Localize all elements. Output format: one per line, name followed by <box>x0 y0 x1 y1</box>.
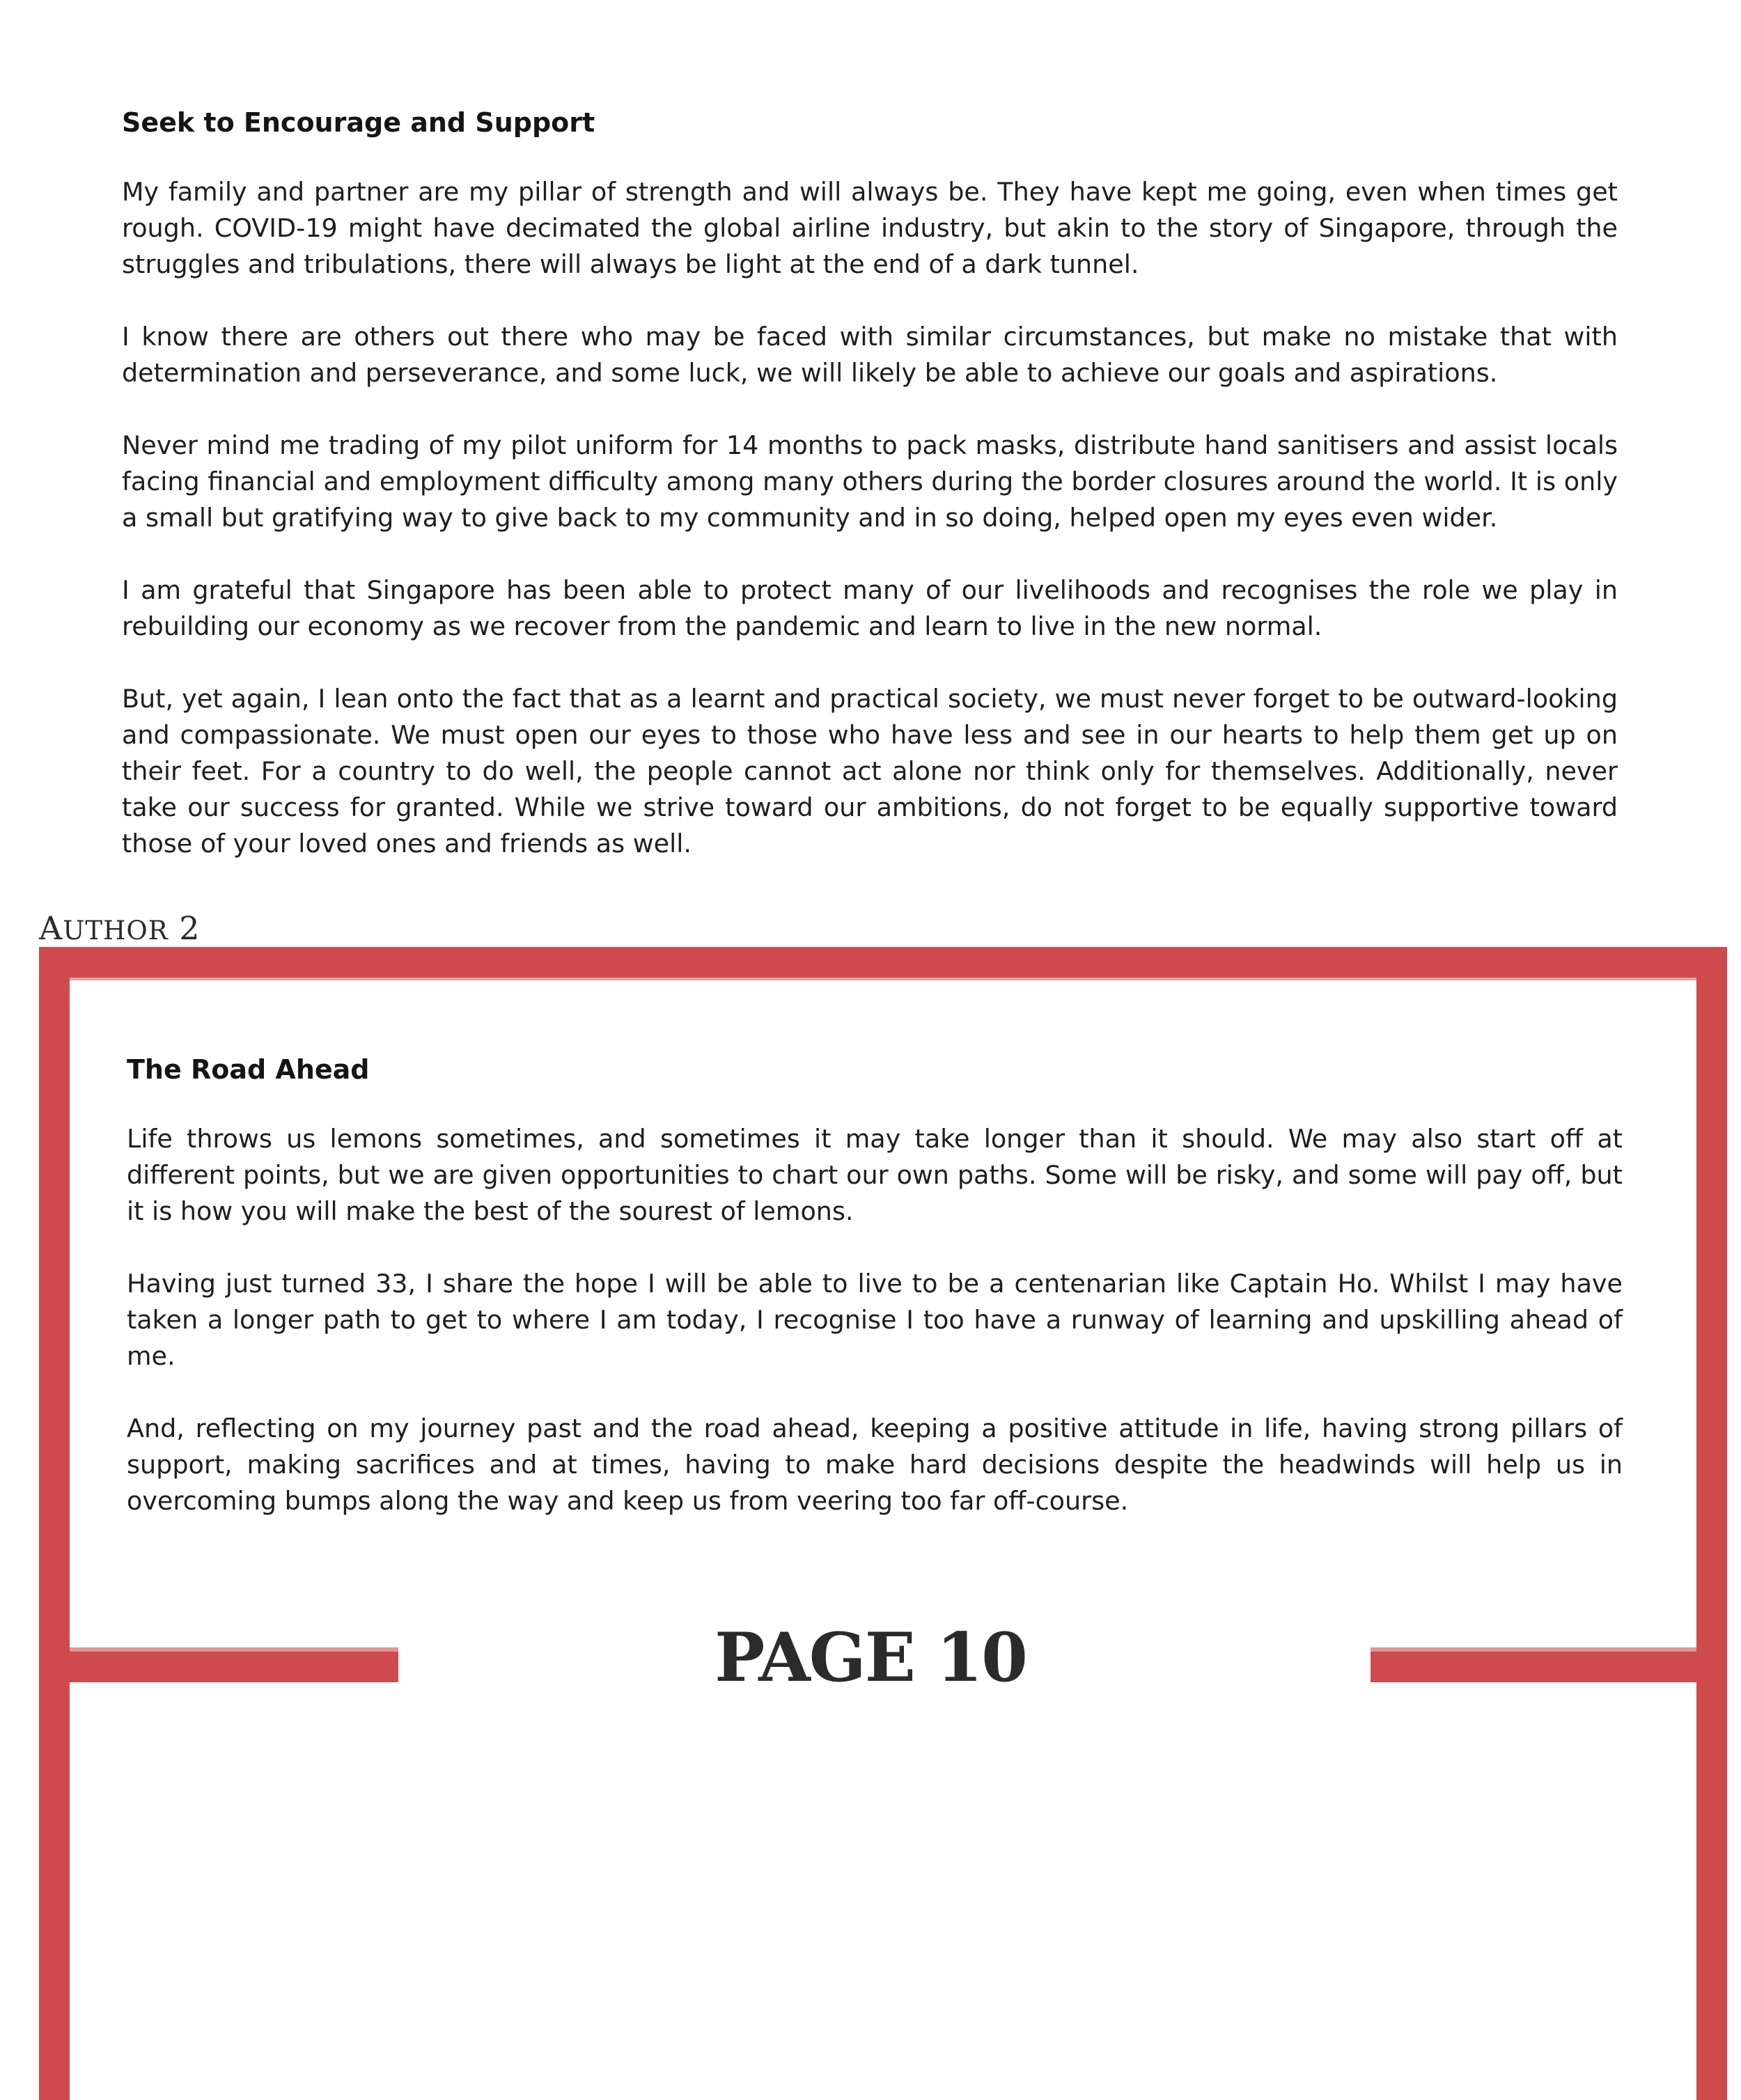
paragraph-turned-33: Having just turned 33, I share the hope I will be able to live to be a centenarian like Captain Ho. Whilst I may have taken a longer path to get to where I am today, I recognise I too have a runway of learning and upskilling ahead of me. <box>127 1269 1623 1371</box>
paragraph-reflecting-journey: And, reflecting on my journey past and the road ahead, keeping a positive attitude in life, having strong pillars of support, making sacrifices and at times, having to make hard decisions despite the headwinds will help us in overcoming bumps along the way and keep us from veering too far off-course. <box>127 1413 1623 1516</box>
paragraph-others-circumstances: I know there are others out there who may be faced with similar circumstances, but make no mistake that with determination and perseverance, and some luck, we will likely be able to achieve our goals and aspirations. <box>122 322 1618 388</box>
paragraph-grateful-singapore: I am grateful that Singapore has been able to protect many of our livelihoods and recognises the role we play in rebuilding our economy as we recover from the pandemic and learn to live in the new normal. <box>122 575 1618 641</box>
paragraph-lemons: Life throws us lemons sometimes, and sometimes it may take longer than it should. We may also start off at different points, but we are given opportunities to chart our own paths. Some will be risky, and some will pay off, but it is how you will make the best of the sourest of lemons. <box>127 1124 1623 1226</box>
section-heading-road-ahead: The Road Ahead <box>127 1054 370 1085</box>
page-number: PAGE 10 <box>715 1618 1026 1697</box>
frame-top-bar <box>39 947 1727 978</box>
frame-right-bar <box>1696 947 1727 2100</box>
frame-inner-top-rule <box>70 978 1696 980</box>
author-label-rest: UTHOR <box>63 916 169 946</box>
author-label <box>39 909 200 950</box>
paragraph-family-partner: My family and partner are my pillar of strength and will always be. They have kept me going, even when times get rough. COVID-19 might have decimated the global airline industry, but akin to the story of Singapore, through the struggles and tribulations, there will always be light at the end of a dark tunnel. <box>122 177 1618 279</box>
author-label-number: 2 <box>179 909 201 947</box>
frame-left-bar <box>39 947 70 2100</box>
paragraph-pilot-uniform: Never mind me trading of my pilot uniform for 14 months to pack masks, distribute hand sanitisers and assist locals facing financial and employment difficulty among many others during the border closures around the world. It is only a small but gratifying way to give back to my community and in so doing, helped open my eyes even wider. <box>122 430 1618 533</box>
section-encourage-support <box>122 104 1618 898</box>
section-heading-encourage-support: Seek to Encourage and Support <box>122 107 595 138</box>
paragraph-outward-looking: But, yet again, I lean onto the fact that as a learnt and practical society, we must never forget to be outward-looking and compassionate. We must open our eyes to those who have less and see in our hearts to help them get up on their feet. For a country to do well, the people cannot act alone nor think only for themselves. Additionally, never take our success for granted. While we strive toward our ambitions, do not forget to be equally supportive toward those of your loved ones and friends as well. <box>122 684 1618 859</box>
section-road-ahead <box>127 1051 1623 1556</box>
author-label-initial: A <box>39 909 63 947</box>
